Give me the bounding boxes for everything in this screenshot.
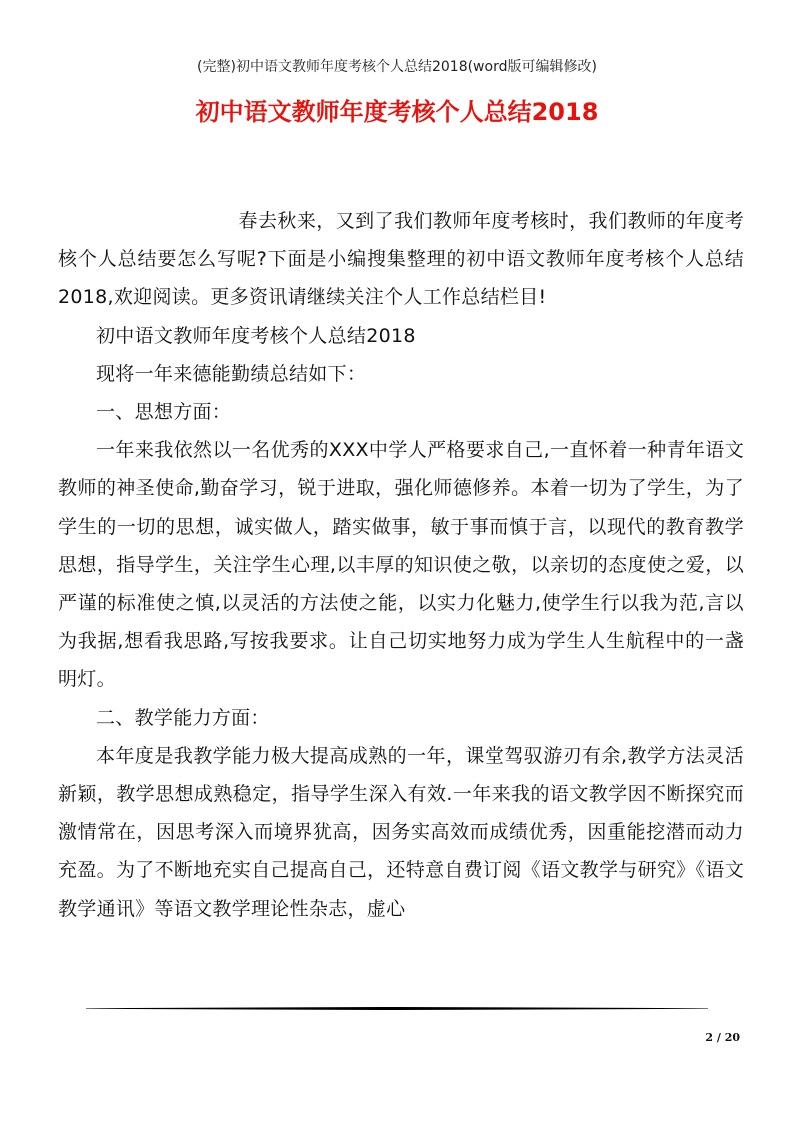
document-title: 初中语文教师年度考核个人总结2018: [195, 98, 599, 126]
subtitle-paragraph: 初中语文教师年度考核个人总结2018: [96, 324, 416, 347]
document-body: [58, 202, 744, 928]
teaching-paragraph: 本年度是我教学能力极大提高成熟的一年，课堂驾驭游刃有余,教学方法灵活新颖，教学思想成熟稳定，指导学生深入有效.一年来我的语文教学因不断探究而激情常在，因思考深入而境界犹高，因务实高效而成绩优秀，因重能挖潜而动力充盈。为了不断地充实自己提高自己，还特意自费订阅《语文教学与研究》《语文教学通讯》等语文教学理论性杂志，虚心: [58, 744, 744, 920]
thought-paragraph: 一年来我依然以一名优秀的XXX中学人严格要求自己,一直怀着一种青年语文教师的神圣使命,勤奋学习，锐于进取，强化师德修养。本着一切为了学生，为了学生的一切的思想，诚实做人，踏实做事，敏于事而慎于言，以现代的教育教学思想，指导学生，关注学生心理,以丰厚的知识使之敬，以亲切的态度使之爱，以严谨的标准使之慎,以灵活的方法使之能，以实力化魅力,使学生行以我为范,言以为我据,想看我思路,写按我要求。让自己切实地努力成为学生人生航程中的一盏明灯。: [58, 439, 744, 691]
intro-paragraph: 春去秋来，又到了我们教师年度考核时，我们教师的年度考核个人总结要怎么写呢?下面是小编搜集整理的初中语文教师年度考核个人总结2018,欢迎阅读。更多资讯请继续关注个人工作总结栏目!: [58, 210, 744, 309]
section-heading-teaching: 二、教学能力方面：: [96, 706, 270, 729]
page-number: 2 / 20: [705, 1031, 740, 1044]
section-heading-thought: 一、思想方面：: [96, 401, 232, 424]
footer-divider: [86, 1007, 708, 1010]
document-header: (完整)初中语文教师年度考核个人总结2018(word版可编辑修改): [197, 59, 597, 75]
summary-lead-paragraph: 现将一年来德能勤绩总结如下：: [96, 362, 367, 385]
